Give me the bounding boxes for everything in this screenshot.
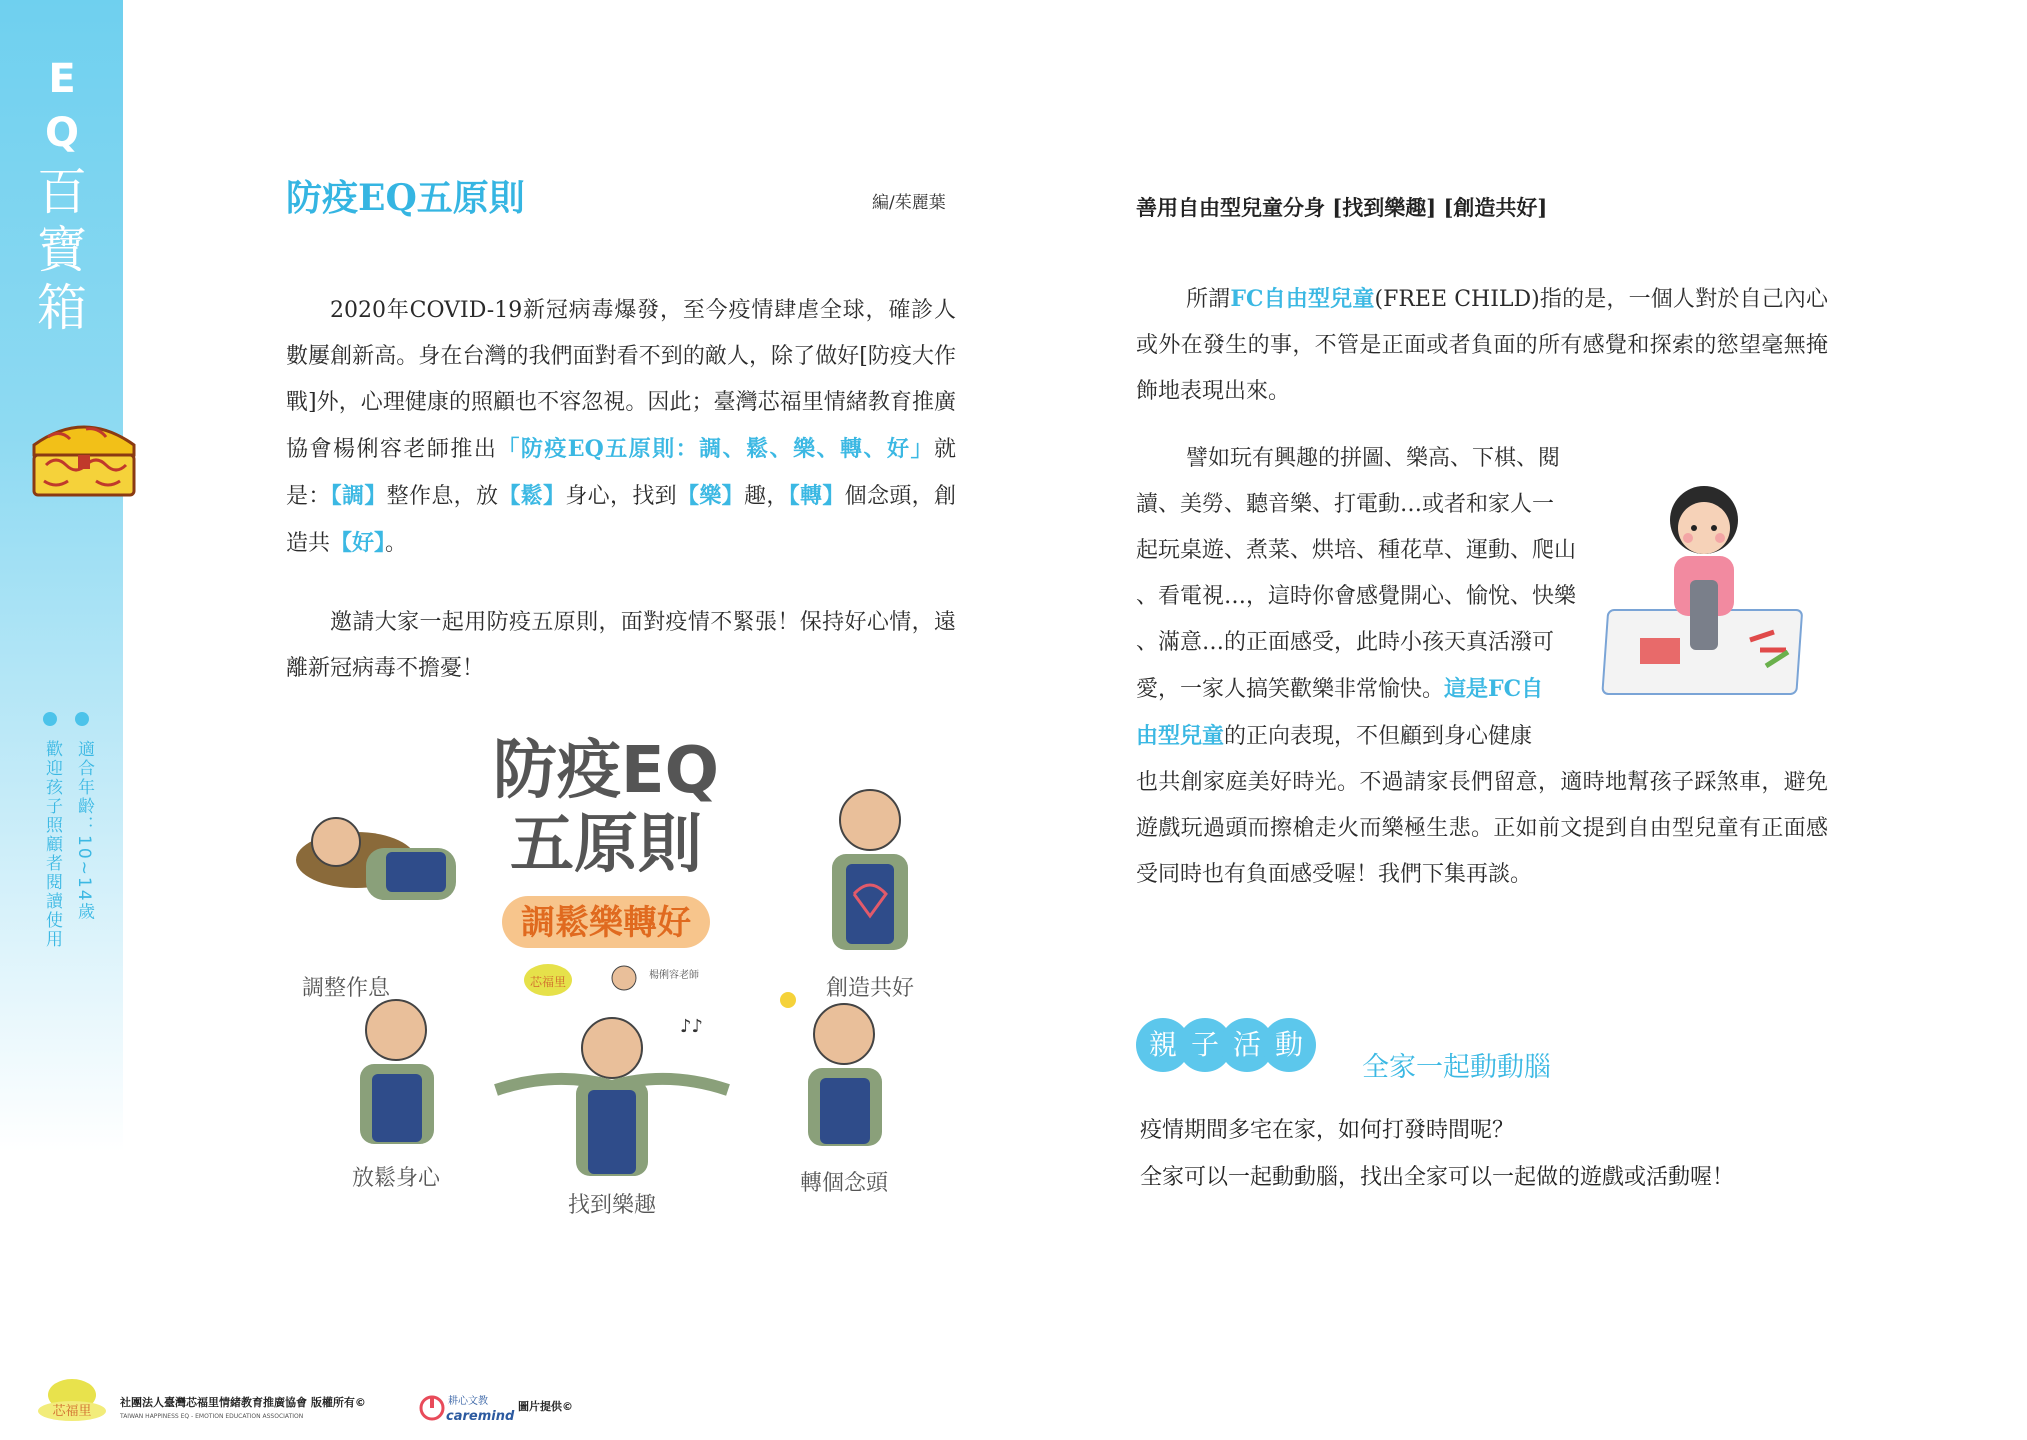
age-note: 適合年齡：10~14歲 [74, 740, 94, 922]
poster-partner-text: 楊俐容老師 [649, 970, 699, 981]
brand-en: caremind [446, 1409, 515, 1424]
child-playing-illustration [1610, 470, 1820, 700]
activity-char: 活 [1220, 1018, 1274, 1072]
sidebar-letter-q: Q [44, 110, 79, 156]
caption-relax: 放鬆身心 [351, 1166, 441, 1191]
poster-title-line2: 五原則 [510, 808, 702, 882]
article-paragraph-1 [286, 288, 956, 567]
text-run: 的正向表現，不但顧到身心健康 [1224, 724, 1533, 749]
sidebar [0, 0, 123, 1440]
treasure-chest-icon [26, 415, 142, 499]
fc-definition-paragraph [1136, 276, 1828, 415]
highlight-text: 「防疫EQ五原則：調、鬆、樂、轉、好」 [497, 436, 934, 462]
highlight-text: 【鬆】 [498, 483, 566, 509]
brand-cn: 耕心文教 [448, 1396, 488, 1407]
caption-rethink: 轉個念頭 [799, 1171, 889, 1196]
text-line: 、看電視…，這時你會感覺開心、愉悅、快樂 [1136, 584, 1577, 609]
text-line: 讀、美勞、聽音樂、打電動…或者和家人一 [1136, 492, 1555, 517]
section-heading: 善用自由型兒童分身 [找到樂趣] [創造共好] [1136, 195, 1548, 220]
text-line: 也共創家庭美好時光。不過請家長們留意，適時地幫孩子踩煞車，避免遊戲玩過頭而擦槍走火而樂極生悲。正如前文提到自由型兒童有正面感受同時也有負面感受喔！我們下集再談。 [1136, 770, 1828, 887]
highlight-text: 【轉】 [788, 483, 845, 509]
text-run: 個念頭，創造共 [286, 484, 956, 556]
text-run: 2020年COVID-19新冠病毒爆發，至今疫情肆虐全球，確診人數屢創新高。身在台灣的我們面對看不到的敵人，除了做好[防疫大作戰]外，心理健康的照顧也不容忽視。因此；臺灣芯福里情緒教育推廣協會楊俐容老師推出 [286, 298, 956, 462]
text-run: 。 [385, 531, 408, 556]
highlight-text: 這是FC自 [1444, 676, 1544, 702]
sidebar-title [34, 163, 90, 337]
text-line: 、滿意…的正面感受，此時小孩天真活潑可 [1136, 630, 1555, 655]
highlight-text: 【好】 [330, 530, 386, 556]
poster-partner-avatar [612, 966, 636, 990]
character-heart [832, 790, 908, 950]
association-name-en: TAIWAN HAPPINESS EQ - EMOTION EDUCATION ASSOCIATION [120, 1413, 304, 1420]
svg-text:♪♪: ♪♪ [680, 1016, 703, 1037]
caption-adjust-routine: 調整作息 [301, 976, 391, 1001]
poster-logo-text: 芯福里 [529, 975, 567, 989]
text-run: 整作息，放 [386, 484, 499, 509]
caremind-logo [418, 1390, 515, 1426]
text-line [1136, 713, 1856, 760]
text-run: 所謂 [1186, 287, 1231, 312]
activity-char: 動 [1262, 1018, 1316, 1072]
bullet-dot [43, 712, 57, 726]
activity-char: 親 [1136, 1018, 1190, 1072]
text-run: 愛，一家人搞笑歡樂非常愉快。 [1136, 677, 1445, 702]
poster-title-line1: 防疫EQ [492, 734, 720, 808]
activity-line-1: 疫情期間多宅在家，如何打發時間呢？ [1140, 1118, 1515, 1143]
sidebar-title-char: 寶 [37, 221, 87, 279]
footer-logo-text: 芯福里 [52, 1404, 92, 1419]
text-run: 身心，找到 [565, 484, 677, 509]
text-line: 譬如玩有興趣的拼圖、樂高、下棋、閱 [1186, 446, 1561, 471]
text-run: (FREE CHILD)指的是，一個人對於自己內心或外在發生的事，不管是正面或者負面的所有感覺和探索的慾望毫無掩飾地表現出來。 [1136, 287, 1828, 404]
article-paragraph-2: 邀請大家一起用防疫五原則，面對疫情不緊張！保持好心情，遠離新冠病毒不擔憂！ [286, 610, 956, 681]
sidebar-title-char: 百 [37, 163, 87, 221]
caption-create-good: 創造共好 [825, 976, 915, 1001]
text-run: 就是： [286, 437, 956, 509]
editor-credit: 編/茱麗葉 [872, 193, 946, 213]
image-credit: 圖片提供© [518, 1400, 573, 1413]
highlight-text: 由型兒童 [1136, 723, 1225, 749]
association-logo [36, 1375, 108, 1423]
text-run: 趣， [743, 484, 789, 509]
article-title: 防疫EQ五原則 [286, 177, 525, 219]
bullet-dot [75, 712, 89, 726]
reader-note: 歡迎孩子照顧者閱讀使用 [42, 740, 62, 949]
poster-banner-text: 調鬆樂轉好 [521, 903, 691, 943]
eq-principles-poster [276, 730, 936, 1230]
sidebar-letter-e: E [48, 56, 76, 102]
sidebar-title-char: 箱 [37, 279, 87, 337]
character-sleeping [296, 818, 456, 900]
caption-find-fun: 找到樂趣 [567, 1193, 657, 1218]
character-relax [360, 1000, 434, 1144]
character-rethink [780, 992, 882, 1146]
activity-char: 子 [1178, 1018, 1232, 1072]
text-line: 起玩桌遊、煮菜、烘培、種花草、運動、爬山 [1136, 538, 1577, 563]
copyright-text: 社團法人臺灣芯福里情緒教育推廣協會 版權所有© [120, 1396, 366, 1409]
highlight-text: 【樂】 [676, 483, 744, 509]
highlight-text: 【調】 [330, 483, 387, 509]
activity-line-2: 全家可以一起動動腦，找出全家可以一起做的遊戲或活動喔！ [1140, 1165, 1735, 1190]
highlight-text: FC自由型兒童 [1230, 286, 1375, 312]
activity-subtitle: 全家一起動動腦 [1362, 1052, 1551, 1083]
character-fun [496, 1016, 728, 1176]
